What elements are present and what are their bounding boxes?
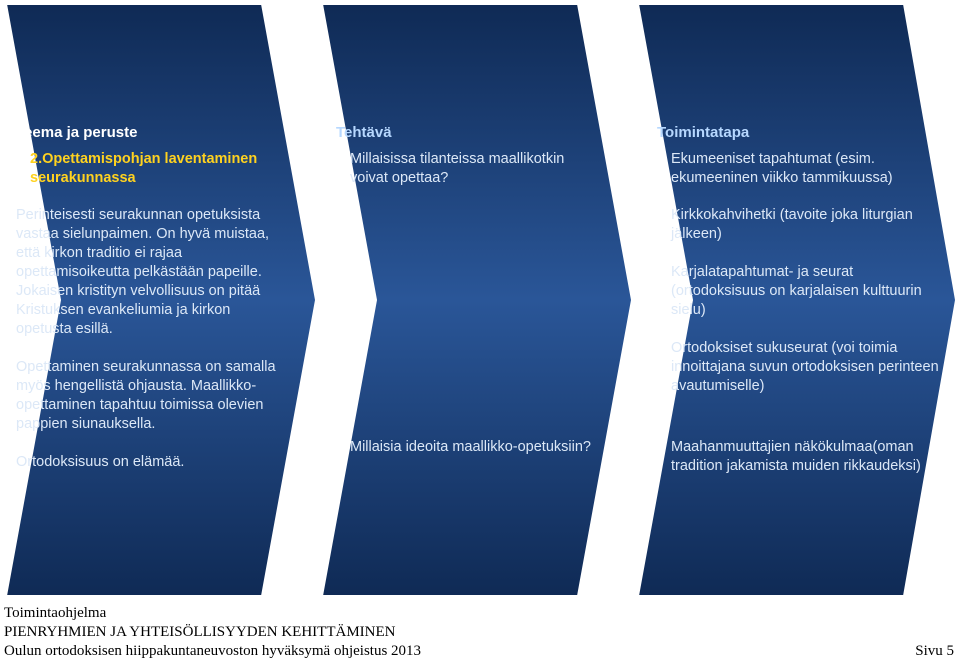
- panel-1-bullet: • 2.Opettamispohjan laventaminen seurakunnassa: [16, 150, 278, 188]
- panel-2-content: [336, 123, 606, 188]
- panel-3-content-bottom: [657, 438, 942, 476]
- footer-line-3-row: [4, 642, 954, 661]
- panel-1-heading: Teema ja peruste: [16, 124, 138, 141]
- page-number: Sivu 5: [915, 643, 954, 659]
- panel-2-content-bottom: [336, 438, 626, 457]
- chevron-panel-2: [322, 4, 632, 596]
- panel-3-bullet-top: • Ekumeeniset tapahtumat (esim. ekumeeninen viikko tammikuussa): [657, 150, 942, 188]
- footer-line-3: Oulun ortodoksisen hiippakuntaneuvoston hyväksymä ohjeistus 2013: [4, 643, 422, 659]
- panel-3-paragraph-1: Kirkkokahvihetki (tavoite joka liturgian jälkeen): [671, 207, 913, 242]
- panel-3-heading: Toimintatapa: [657, 124, 750, 141]
- panel-3-paragraph-2: Karjalatapahtumat- ja seurat (ortodoksisuus on karjalaisen kulttuurin sielu): [671, 264, 922, 318]
- panel-2-heading: Tehtävä: [336, 124, 392, 141]
- panel-3-paragraph-3: Ortodoksiset sukuseurat (voi toimia innoittajana suvun ortodoksisen perinteen avautumiselle): [671, 340, 939, 394]
- footer-line-2: PIENRYHMIEN JA YHTEISÖLLISYYDEN KEHITTÄMINEN: [4, 624, 396, 640]
- panel-3-bullet-bottom: • Maahanmuuttajien näkökulmaa(oman tradition jakamista muiden rikkaudeksi): [657, 438, 942, 476]
- panel-2-bullet-1: • Millaisissa tilanteissa maallikotkin voivat opettaa?: [336, 150, 606, 188]
- panel-2-bullet-2: • Millaisia ideoita maallikko-opetuksiin?: [336, 438, 626, 457]
- page-footer: [4, 604, 954, 661]
- panel-3-content: [657, 123, 942, 396]
- panel-1-paragraph-3: Ortodoksisuus on elämää.: [16, 454, 185, 470]
- panel-1-content: [16, 123, 278, 472]
- footer-line-1: Toimintaohjelma: [4, 605, 107, 621]
- panel-1-paragraph-1: Perinteisesti seurakunnan opetuksista vastaa sielunpaimen. On hyvä muistaa, että kirkon traditio ei rajaa opettamisoikeutta pelkästään papeille. Jokaisen kristityn velvollisuus on pitää Kristuksen evankeliumia ja kirkon opetusta esillä.: [16, 207, 270, 337]
- panel-1-paragraph-2: Opettaminen seurakunnassa on samalla myös hengellistä ohjausta. Maallikko-opettaminen tapahtuu toimissa olevien pappien siunauksella.: [16, 359, 276, 432]
